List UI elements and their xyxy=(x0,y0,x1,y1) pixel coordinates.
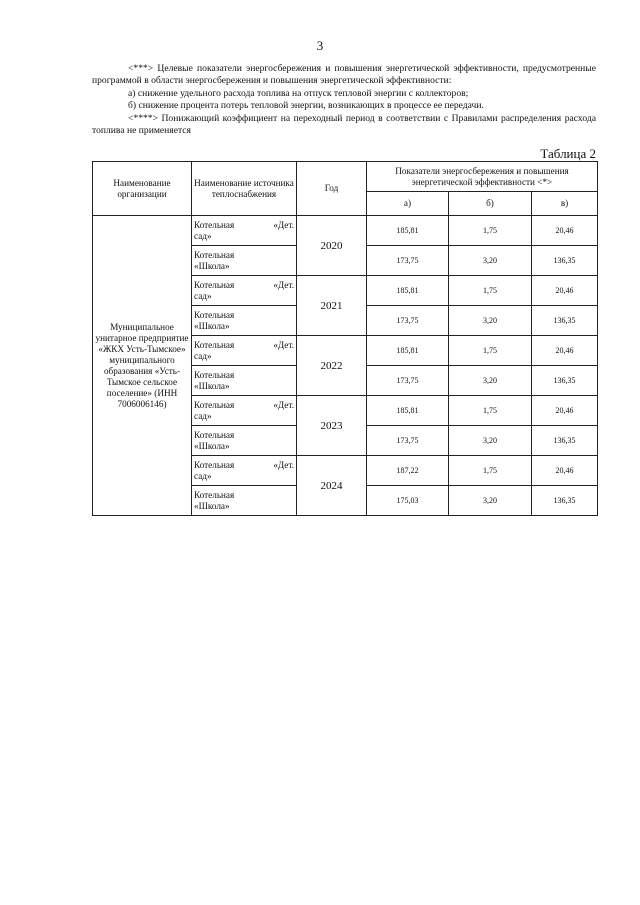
page-number: 3 xyxy=(316,38,324,53)
value-b: 1,75 xyxy=(449,216,532,246)
value-a: 175,03 xyxy=(367,486,449,516)
value-c: 136,35 xyxy=(532,246,598,276)
value-b: 3,20 xyxy=(449,306,532,336)
header-organization: Наименование организации xyxy=(93,162,192,216)
value-b: 3,20 xyxy=(449,366,532,396)
value-a: 173,75 xyxy=(367,246,449,276)
source-kindergarten: Котельная «Дет. сад» xyxy=(192,456,297,486)
note-target-indicators: <***> Целевые показатели энергосбережения и повышения энергетической эффективности, предусмотренные программой в области энергосбережения и повышения энергетической эффективности: xyxy=(92,63,596,87)
value-c: 20,46 xyxy=(532,216,598,246)
header-heat-source: Наименование источника теплоснабжения xyxy=(192,162,297,216)
source-kindergarten: Котельная «Дет. сад» xyxy=(192,396,297,426)
indicators-table xyxy=(92,161,598,516)
value-b: 1,75 xyxy=(449,276,532,306)
year-cell: 2023 xyxy=(297,396,367,456)
organization-name: Муниципальное унитарное предприятие «ЖКХ Усть-Тымское» муниципального образования «Усть-Тымское сельское поселение» (ИНН 7006006146) xyxy=(93,216,192,516)
year-cell: 2022 xyxy=(297,336,367,396)
value-b: 3,20 xyxy=(449,486,532,516)
value-a: 173,75 xyxy=(367,366,449,396)
value-c: 136,35 xyxy=(532,486,598,516)
value-a: 185,81 xyxy=(367,216,449,246)
source-kindergarten: Котельная «Дет. сад» xyxy=(192,216,297,246)
value-b: 1,75 xyxy=(449,396,532,426)
source-school: Котельная «Школа» xyxy=(192,246,297,276)
value-a: 173,75 xyxy=(367,426,449,456)
value-c: 20,46 xyxy=(532,396,598,426)
note-reduction-coefficient: <****> Понижающий коэффициент на переходный период в соответствии с Правилами распределения расхода топлива не применяется xyxy=(92,112,596,137)
value-c: 136,35 xyxy=(532,426,598,456)
value-c: 20,46 xyxy=(532,456,598,486)
value-c: 136,35 xyxy=(532,366,598,396)
header-year: Год xyxy=(297,162,367,216)
value-b: 3,20 xyxy=(449,426,532,456)
value-c: 20,46 xyxy=(532,336,598,366)
table-title: Таблица 2 xyxy=(540,146,596,161)
header-indicator-c: в) xyxy=(532,192,598,216)
table-row xyxy=(93,216,598,246)
note-item-b: б) снижение процента потерь тепловой энергии, возникающих в процессе ее передачи. xyxy=(128,100,484,112)
header-indicator-a: а) xyxy=(367,192,449,216)
value-c: 136,35 xyxy=(532,306,598,336)
source-school: Котельная «Школа» xyxy=(192,426,297,456)
header-indicator-b: б) xyxy=(449,192,532,216)
value-a: 185,81 xyxy=(367,276,449,306)
value-a: 173,75 xyxy=(367,306,449,336)
value-c: 20,46 xyxy=(532,276,598,306)
value-a: 187,22 xyxy=(367,456,449,486)
year-cell: 2020 xyxy=(297,216,367,276)
source-school: Котельная «Школа» xyxy=(192,366,297,396)
value-b: 1,75 xyxy=(449,336,532,366)
source-school: Котельная «Школа» xyxy=(192,306,297,336)
value-a: 185,81 xyxy=(367,396,449,426)
source-kindergarten: Котельная «Дет. сад» xyxy=(192,276,297,306)
value-b: 1,75 xyxy=(449,456,532,486)
source-school: Котельная «Школа» xyxy=(192,486,297,516)
header-indicators: Показатели энергосбережения и повышения энергетической эффективности <*> xyxy=(367,162,598,192)
year-cell: 2021 xyxy=(297,276,367,336)
note-item-a: а) снижение удельного расхода топлива на отпуск тепловой энергии с коллекторов; xyxy=(128,87,469,99)
year-cell: 2024 xyxy=(297,456,367,516)
value-a: 185,81 xyxy=(367,336,449,366)
value-b: 3,20 xyxy=(449,246,532,276)
source-kindergarten: Котельная «Дет. сад» xyxy=(192,336,297,366)
footnotes xyxy=(92,63,596,137)
